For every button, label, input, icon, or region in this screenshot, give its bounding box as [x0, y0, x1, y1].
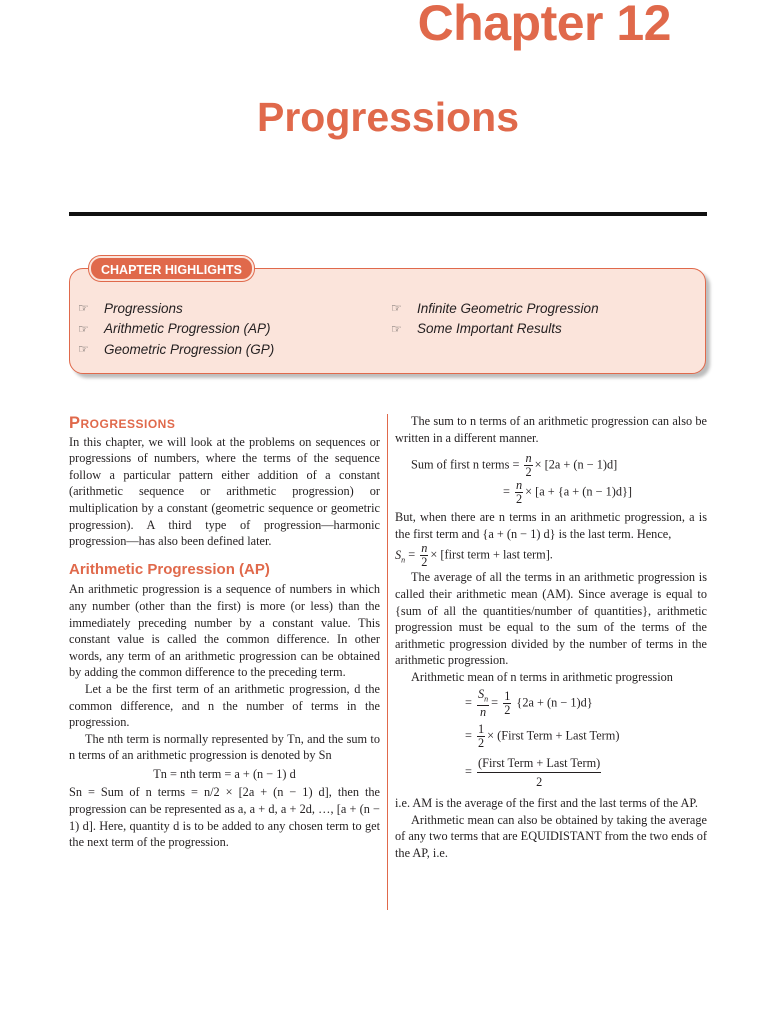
left-column — [69, 413, 380, 851]
list-item — [78, 339, 274, 360]
sum-intro: The sum to n terms of an arithmetic progression can also be written in a different manner. — [395, 414, 707, 445]
am-formula-1: = $\frac{S_n}{n}$ = $\frac{1}{2}$ {2a + (n − 1)d} — [465, 686, 593, 719]
am-formula-2: = $\frac{1}{2}$ × (First Term + Last Term) — [465, 721, 620, 750]
pointing-hand-icon: ☞ — [391, 321, 402, 336]
page-title: Progressions — [256, 94, 520, 140]
chapter-highlights-tab: CHAPTER HIGHLIGHTS — [89, 256, 254, 281]
ie-paragraph: i.e. AM is the average of the first and the last terms of the AP. — [395, 795, 698, 810]
equidistant-paragraph: Arithmetic mean can also be obtained by taking the average of any two terms that are EQUIDISTANT from the two ends of the AP, i.e. — [395, 812, 707, 860]
nth-term-paragraph: The nth term is normally represented by Tn, and the sum to n terms of an arithmetic progression is denoted by Sn — [69, 731, 380, 763]
sum-formula-label: Sum of first n terms = — [411, 457, 520, 472]
am-formula-1-rest: {2a + (n − 1)d} — [516, 695, 593, 710]
highlights-right-list — [391, 298, 599, 339]
list-item — [78, 298, 274, 319]
fraction: $\frac{n}{2}$ — [421, 541, 428, 570]
list-item — [78, 319, 274, 340]
intro-paragraph: In this chapter, we will look at the problems on sequences or progressions of numbers, where the terms of the sequence follow a particular pattern either addition of a constant (arithmetic sequence or arithmetic progression) or multiplication by a constant (geometric sequence or geometric progression). A third type of progression—harmonic progression—has also been defined later. — [69, 434, 380, 549]
am-label: Arithmetic mean of n terms in arithmetic progression — [411, 669, 673, 684]
highlights-left-list — [78, 298, 274, 360]
section-heading-progressions: Progressions — [69, 414, 176, 432]
highlight-label: Geometric Progression (GP) — [104, 341, 275, 357]
column-divider — [387, 414, 388, 910]
tn-formula: Tn = nth term = a + (n − 1) d — [153, 766, 296, 781]
sn-last-formula: $S_n$ = $\frac{n}{2}$ × [first term + last term]. — [395, 541, 553, 570]
fraction: $\frac{S_n}{n}$ — [478, 686, 489, 719]
section-heading-ap: Arithmetic Progression (AP) — [69, 560, 270, 578]
pointing-hand-icon: ☞ — [78, 321, 89, 336]
highlight-label: Arithmetic Progression (AP) — [104, 321, 271, 337]
am-formula-3-numerator: (First Term + Last Term) — [477, 754, 601, 773]
sum-formula-2-rest: × [a + {a + (n − 1)d}] — [525, 484, 632, 499]
average-paragraph: The average of all the terms in an arithmetic progression is called their arithmetic mean (AM). Since average is equal to {sum of all the quantities/number of quantities}, arithmetic progression must be equal to the sum of the terms of the arithmetic progression divided by the number of terms in the arithmetic progression. — [395, 570, 707, 668]
but-paragraph: But, when there are n terms in an arithmetic progression, a is the first term and {a + (n − 1) d} is the last term. Hence, — [395, 510, 707, 541]
highlight-label: Progressions — [104, 300, 183, 316]
sn-last-rest: × [first term + last term]. — [430, 547, 553, 562]
sn-paragraph: Sn = Sum of n terms = n/2 × [2a + (n − 1) d], then the progression can be represented as a, a + d, a + 2d, …, [a + (n − 1) d]. Here, quantity d is to be added to any chosen term to get the next term of the progression. — [69, 785, 380, 850]
sum-formula-1-rest: × [2a + (n − 1)d] — [534, 457, 618, 472]
fraction: $\frac{n}{2}$ — [525, 451, 532, 480]
fraction: $\frac{\text{(First Term + Last Term)}}{2}$ — [478, 755, 601, 789]
sum-formula-2: = $\frac{n}{2}$ × [a + {a + (n − 1)d}] — [503, 478, 632, 507]
title-rule — [69, 212, 707, 216]
highlight-label: Some Important Results — [417, 321, 562, 337]
fraction: $\frac{n}{2}$ — [516, 478, 523, 507]
sum-formula-1 — [395, 452, 707, 479]
pointing-hand-icon: ☞ — [391, 301, 402, 316]
am-formula-2-rest: × (First Term + Last Term) — [487, 728, 620, 743]
let-paragraph: Let a be the first term of an arithmetic progression, d the common difference, and n the number of terms in the progression. — [69, 681, 380, 730]
pointing-hand-icon: ☞ — [78, 342, 89, 357]
ap-definition: An arithmetic progression is a sequence of numbers in which any number (other than the first) is more (or less) than the immediately preceding number by a constant value. This constant value is called the common difference. In other words, any term of an arithmetic progression can be obtained by adding the common difference to the preceding term. — [69, 582, 380, 680]
list-item — [391, 298, 599, 319]
am-formula-3: = $\frac{\text{(First Term + Last Term)}}{2}$ — [465, 755, 601, 789]
list-item — [391, 319, 599, 340]
fraction: $\frac{1}{2}$ — [504, 688, 511, 717]
pointing-hand-icon: ☞ — [78, 301, 89, 316]
fraction: $\frac{1}{2}$ — [478, 721, 485, 750]
highlight-label: Infinite Geometric Progression — [417, 300, 599, 316]
chapter-number: Chapter 12 — [417, 0, 671, 51]
right-column — [395, 413, 707, 861]
